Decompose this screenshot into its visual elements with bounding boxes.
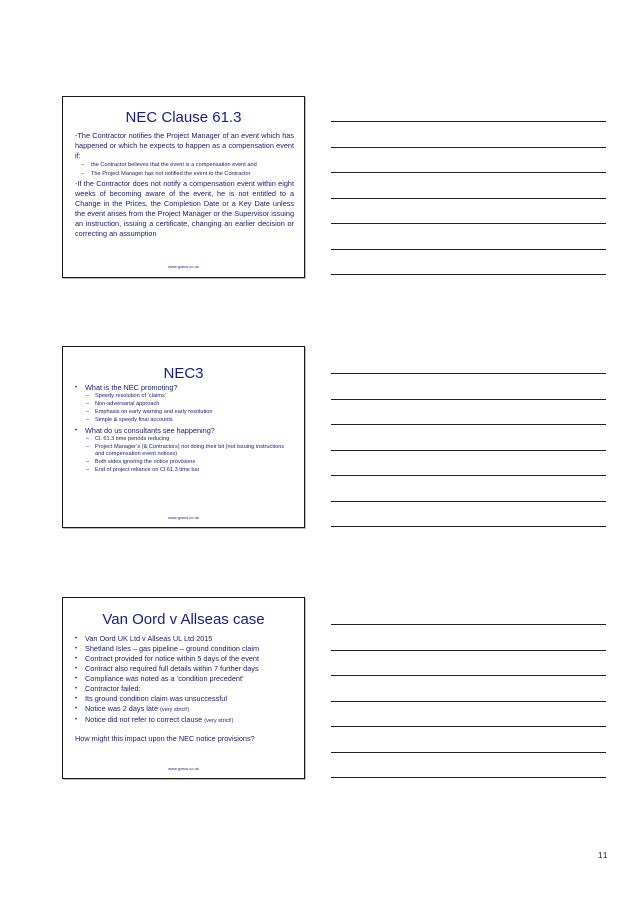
note-line: [331, 624, 606, 625]
sub-item: [75, 393, 294, 401]
bullet-item: [75, 654, 294, 664]
bullet-icon: •: [75, 717, 78, 723]
paragraph: -If the Contractor does not notify a compensation event within eight weeks of becoming aware of the event, he is not entitled to a Change in the Prices, the Completion Date or a Key Date unless the event arises from the Project Manager or the Supervisor issuing an instruction, issuing a certificate, changing an earlier decision or correcting an assumption: [75, 179, 294, 238]
slide-footer-url: www.gvecs.co.uk: [168, 515, 199, 520]
sub-item-text: Speedy resolution of ‘claims’: [95, 393, 166, 399]
slide-body: [75, 131, 294, 239]
bullet-note: (very strict!): [160, 707, 190, 713]
paragraph: -The Contractor notifies the Project Manager of an event which has happened or which he expects to happen as a compensation event if:: [75, 131, 294, 160]
bullet-text: Notice did not refer to correct clause: [85, 715, 203, 724]
bullet-text: Notice was 2 days late: [85, 704, 159, 713]
dash-icon: –: [86, 435, 90, 442]
note-line: [331, 223, 606, 224]
bullet-icon: •: [75, 696, 78, 702]
bullet-text: Contractor failed:: [85, 684, 141, 693]
note-line: [331, 147, 606, 148]
dash-icon: –: [86, 443, 90, 450]
bullet-item: [75, 383, 294, 393]
bullet-text: Compliance was noted as a ‘condition precedent’: [85, 674, 244, 683]
bullet-icon: •: [75, 656, 78, 662]
note-line: [331, 526, 606, 527]
bullet-icon: •: [75, 666, 78, 672]
bullet-item: [75, 715, 294, 726]
bullet-note: (very strict!): [204, 718, 234, 724]
dash-icon: –: [86, 393, 90, 399]
note-line: [331, 399, 606, 400]
sub-item-text: End of project reliance on Cl.61.3 time bar: [95, 467, 200, 473]
sub-item: [75, 417, 294, 425]
bullet-item: [75, 704, 294, 715]
sub-item: [75, 401, 294, 409]
note-line: [331, 249, 606, 250]
sub-item-text: Simple & speedy final accounts: [95, 417, 173, 423]
bullet-item: [75, 674, 294, 684]
note-line: [331, 450, 606, 451]
note-line: [331, 650, 606, 651]
slide-van-oord-v-allseas: [62, 597, 305, 779]
bullet-item: [75, 426, 294, 436]
sub-item: [75, 409, 294, 417]
dash-icon: –: [86, 417, 90, 423]
bullet-icon: •: [75, 646, 78, 652]
dash-icon: –: [86, 467, 90, 473]
note-line: [331, 501, 606, 502]
sub-item-text: the Contractor believes that the event is a compensation event and: [91, 162, 257, 168]
bullet-icon: •: [75, 706, 78, 712]
note-line: [331, 475, 606, 476]
note-line: [331, 752, 606, 753]
slide-footer-url: www.gvecs.co.uk: [168, 264, 199, 269]
sub-item: [75, 459, 294, 467]
bullet-icon: •: [75, 427, 78, 434]
bullet-item: [75, 684, 294, 694]
slide-title: Van Oord v Allseas case: [102, 611, 265, 628]
page-number: 11: [598, 851, 609, 860]
slide-nec3: [62, 346, 305, 528]
sub-item-text: Both sides ignoring the notice provisions: [95, 459, 196, 465]
note-line: [331, 424, 606, 425]
slide-nec-clause-61-3: [62, 96, 305, 278]
note-line: [331, 198, 606, 199]
note-line: [331, 777, 606, 778]
bullet-text: Contract also required full details within 7 further days: [85, 664, 259, 673]
dash-icon: –: [81, 170, 85, 177]
sub-item: [75, 436, 294, 444]
slide-title: NEC Clause 61.3: [125, 109, 242, 126]
note-line: [331, 726, 606, 727]
slide-footer-url: www.gvecs.co.uk: [168, 766, 199, 771]
bullet-item: [75, 644, 294, 654]
bullet-text: What is the NEC promoting?: [85, 383, 178, 392]
sub-item-text: Cl. 61.3 time periods reducing: [95, 435, 170, 442]
bullet-item: [75, 694, 294, 704]
note-line: [331, 172, 606, 173]
dash-icon: –: [81, 162, 85, 168]
bullet-icon: •: [75, 686, 78, 692]
sub-item: [75, 444, 294, 459]
slide-title: NEC3: [163, 365, 204, 382]
bullet-text: Its ground condition claim was unsuccessful: [85, 694, 227, 703]
sub-item-text: The Project Manager has not notified the event to the Contractor: [91, 170, 251, 177]
sub-item: [75, 467, 294, 475]
note-line: [331, 121, 606, 122]
bullet-text: Van Oord UK Ltd v Allseas UL Ltd 2015: [85, 634, 213, 643]
dash-icon: –: [86, 401, 90, 407]
dash-icon: –: [86, 409, 90, 415]
bullet-text: Contract provided for notice within 5 days of the event: [85, 654, 260, 663]
sub-item-text: Project Manager’s (& Contractors) not doing their bit (not issuing instructions and compensation event notices): [95, 443, 285, 457]
sub-item: [75, 171, 294, 179]
bullet-item: [75, 664, 294, 674]
bullet-text: Shetland Isles – gas pipeline – ground condition claim: [85, 644, 260, 653]
bullet-icon: •: [75, 676, 78, 682]
note-line: [331, 675, 606, 676]
bullet-icon: •: [75, 385, 78, 391]
sub-item-text: Emphasis on early warning and early resolution: [95, 409, 213, 415]
sub-item-text: Non-adversarial approach: [95, 401, 160, 407]
bullet-text: What do us consultants see happening?: [85, 425, 215, 435]
closing-question: How might this impact upon the NEC notice provisions?: [75, 734, 255, 743]
slide-body: [75, 383, 294, 475]
dash-icon: –: [86, 459, 90, 465]
note-line: [331, 373, 606, 374]
note-line: [331, 701, 606, 702]
sub-item: [75, 162, 294, 170]
slide-body: [75, 634, 294, 744]
bullet-icon: •: [75, 636, 78, 642]
note-line: [331, 274, 606, 275]
bullet-item: [75, 634, 294, 644]
